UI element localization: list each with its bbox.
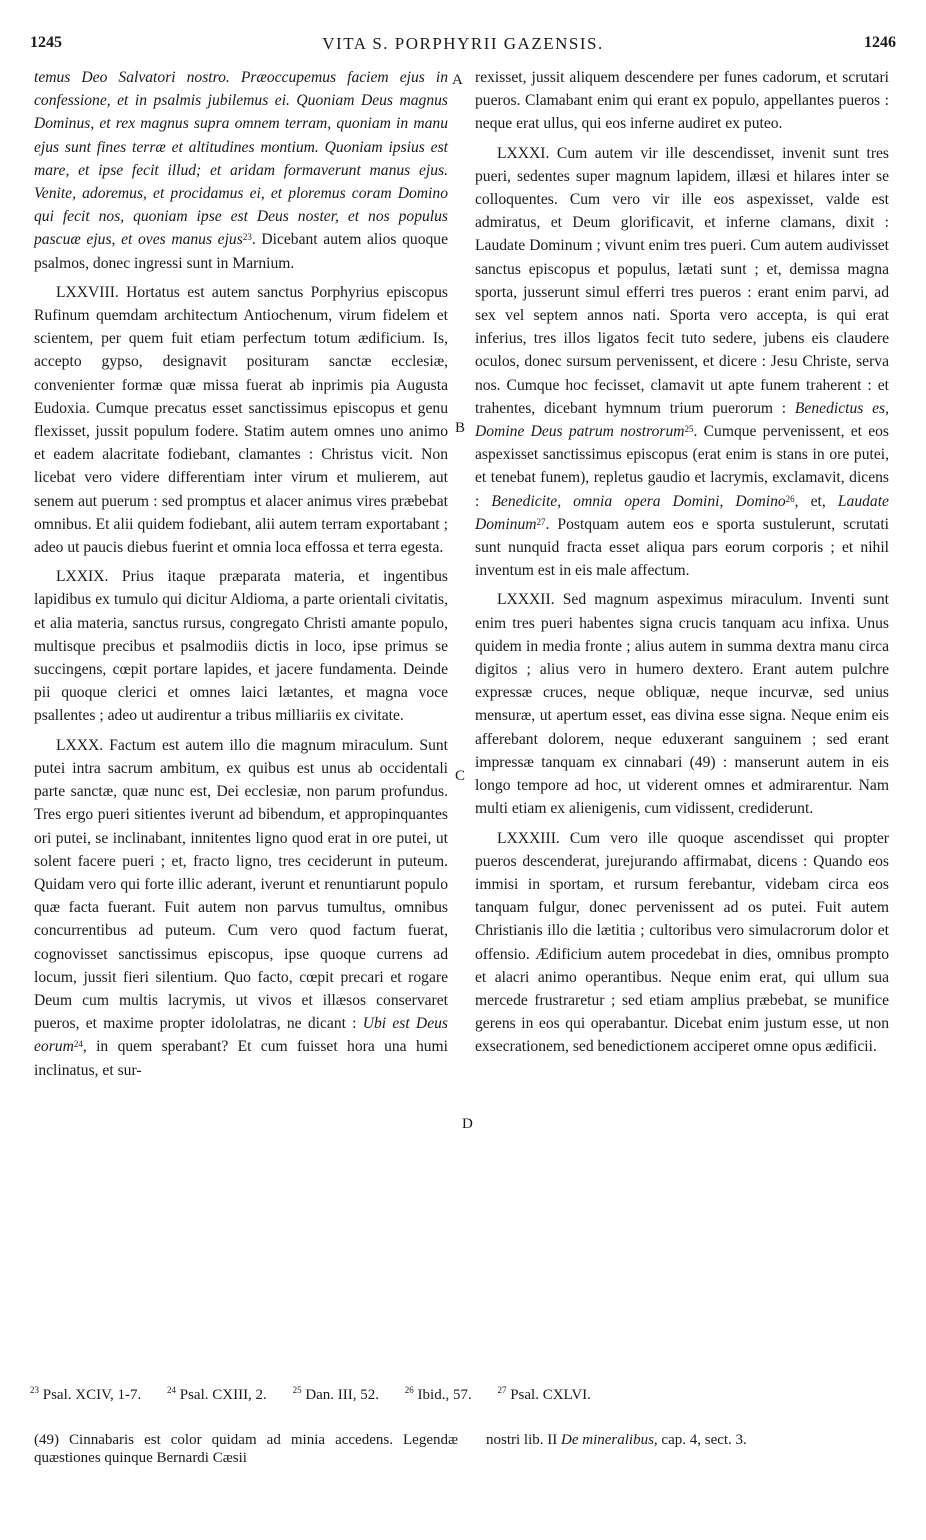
left-page-number: 1245 [30,34,62,51]
editor-note: (49) Cinnabaris est color quidam ad minia accedens. Legendæ quæstiones quinque Bernardi Cæsii [34,1432,458,1466]
footnote [405,1387,472,1404]
footnote-ref: 27 [536,516,546,527]
right-column [475,66,889,1059]
paragraph-lxxxi [475,142,889,583]
running-title: VITA S. PORPHYRII GAZENSIS. [322,34,604,53]
paragraph-text: . Postquam autem eos e sporta sustulerunt, scrutati sunt nunquid fracta esset aliqua pars eorum corporis ; et nihil inventum est in eis male affectum. [475,515,889,580]
footnote [30,1387,141,1404]
footnote-ref: 26 [785,493,795,504]
footnote-number: 25 [292,1385,302,1395]
quote: Ubi est Deus eorum [34,1015,448,1056]
paragraph-lxxxiii: LXXXIII. Cum vero ille quoque ascendisset qui propter pueros descenderat, jurejurando affirmabat, dicens : Quando eos immisi in sportam, et rursum ferebantur, videbam circa eos tanquam fulgur, donec pervenissent ad os putei. Fuit autem Christianis illo die lætitia ; cultoribus vero simulacrorum dolor et offensio. Ædificium autem procedebat in dies, omnibus prompto et alacri animo operantibus. Neque enim erat, qui ullum sua mercede frustraretur ; sed etiam amplius præbebat, se munifice gerens in eos qui operabantur. Dicebat enim justum esse, ut non exsecrationem, sed benedictionem acciperet omne opus ædificii. [475,829,889,1056]
footnote-text: Dan. III, 52. [305,1387,380,1403]
footnote-number: 23 [30,1385,39,1395]
quote: Benedicite, omnia opera Domini, Domino [491,492,786,510]
footnote [167,1387,267,1404]
footnote-ref: 24 [73,1039,83,1050]
footnote-text: Psal. CXIII, 2. [179,1387,267,1403]
book-title: De mineralibus [561,1432,654,1448]
footnote-ref: 25 [684,424,694,435]
margin-marker-a: A [452,72,463,88]
quote: Laudate Dominum [475,492,889,533]
paragraph-lxxx [34,734,448,1082]
paragraph-text: LXXXI. Cum autem vir ille descendisset, invenit sunt tres pueri, sedentes super magnum lapidem, illæsi et hilares inter se colloquentes. Cum vero vir ille eos aspexisset, valde est admiratus, et Deum glorificavit, et inferne clamans, dixit : Laudate Dominum ; vivunt enim tres pueri. Cum autem audivisset sanctus episcopus et populus, lætati sunt ; et, demissa magna sporta, jusserunt simul efferri tres pueros : erant enim parvi, ad sex vel septem annos nati. Sporta vero accepta, is qui erat inferius, tres illos ligatos fecit tuto sedere, jubens eis claudere oculos, donec sursum pervenissent, et dicere : Jesu Christe, serva nos. Cumque hoc fecisset, clamavit ut apte funem traherent : et trahentes, dicebant hymnum trium puerorum : [475,144,889,417]
margin-marker-c: C [455,768,466,784]
right-page-number: 1246 [864,34,896,51]
paragraph-text: LXXX. Factum est autem illo die magnum miraculum. Sunt putei intra sacrum ambitum, ex quibus est unus ab occidentali parte sanctæ, quæ nunc est, Dei ecclesiæ, non parum profundus. Tres ergo pueri sitientes iverunt ad bibendum, et appropinquantes ori putei, se inclinabant, innitentes ligno quod erat in ore putei, ut solent facere pueri ; et, fracto ligno, tres ceciderunt in puteum. Quidam vero qui forte illic aderant, iverunt et renuntiarunt populo quæ facta fuerant. Fuit autem non parvus tumultus, omnibus concurrentibus ad puteum. Cum vero quod factum fuerat, cognovisset sanctissimus episcopus, ipse quoque currens ad locum, jussit fieri silentium. Quo facto, cœpit precari et rogare Deum cum multis lacrymis, ut vivos et illæsos conservaret pueros, et maxime propter idololatras, ne dicant : [34,736,448,1033]
paragraph-lxxviii: LXXVIII. Hortatus est autem sanctus Porphyrius episcopus Rufinum quemdam architectum Antiochenum, virum fidelem et scientem, per quem fuit etiam perfectum totum ædificium. Is, accepto gypso, designavit posituram sanctæ ecclesiæ, convenienter formæ quæ missa fuerat ab inprimis pia Augusta Eudoxia. Cumque precatus esset sanctissimus episcopus et genu flexisset, jussit populum fodere. Statim autem omnes uno animo et eadem alacritate fodiebant, clamantes : Christus vicit. Non licebat vero videre differentiam inter virum et mulierem, aut senem aut puerum : sed promptus et alacer animus vires præbebat omnibus. Et alii quidem fodiebant, alii autem terram exportabant ; adeo ut paucis diebus fuerint et omnia loca effossa et terra egesta. [34,283,448,557]
footnote-text: Psal. XCIV, 1-7. [42,1387,142,1403]
paragraph-text: , in quem sperabant? Et cum fuisset hora una humi inclinatus, et sur- [34,1038,448,1079]
note-text: , cap. 4, sect. 3. [653,1432,747,1448]
note-text: nostri lib. II [486,1432,561,1448]
quote: Benedictus es, Domine Deus patrum nostrorum [475,399,889,441]
page-header [30,34,896,58]
paragraph-continuation: rexisset, jussit aliquem descendere per funes cadorum, et scrutari pueros. Clamabant enim qui erant ex populo, appellantes pueros : neque erat ullus, qui eos inferne audiret ex puteo. [475,69,889,133]
paragraph-text: . Dicebant autem alios quoque psalmos, donec ingressi sunt in Marnium. [34,231,449,272]
footnote-text: Psal. CXLVI. [510,1387,591,1403]
editor-note-continued [486,1431,886,1449]
footnotes [30,1387,896,1404]
footnote-text: Ibid., 57. [417,1387,472,1403]
margin-marker-d: D [462,1116,473,1132]
footnote-number: 24 [166,1385,176,1395]
footnote [497,1387,590,1404]
footnote-number: 27 [497,1385,507,1395]
footnote-ref: 23 [242,232,252,243]
footnote-number: 26 [404,1385,414,1395]
margin-marker-b: B [455,420,466,436]
footnote [293,1387,379,1404]
left-column [34,66,448,1082]
paragraph-lxxix: LXXIX. Prius itaque præparata materia, et ingentibus lapidibus ex tumulo qui dicitur Aldioma, a parte orientali civitatis, et alia materia, sanctus rursus, congregato Christi amante populo, multisque precibus et psalmodiis dictis in loco, ipse primus se succingens, cœpit portare lapides, et jacere fundamenta. Deinde pii quoque clerici et omnes laici lætantes, et magna voce psallentes ; adeo ut audirentur a tribus milliariis ex civitate. [34,568,448,725]
paragraph-text: , et, [794,492,838,510]
paragraph-lxxxii: LXXXII. Sed magnum aspeximus miraculum. Inventi sunt enim tres pueri habentes signa crucis tanquam acu infixa. Unus quidem in media fronte ; alius autem in summa dextra manu circa digitos ; alius vero in humero dextero. Erant autem pulchre expressæ cruces, neque obliquæ, neque incurvæ, sed unius mensuræ, ut apertum esset, eas divina esse signa. Neque enim eis afferebant dolorem, neque eduxerant sanguinem ; sed erant impressæ tanquam ex cinnabari (49) : manserunt autem in eis longo tempore ad hoc, ut viderent omnes et admirarentur. Nam multi etiam ex alienigenis, cum vidissent, crediderunt. [475,591,889,818]
paragraph-text: . Cumque pervenissent, et eos aspexisset sanctissimus episcopus (erat enim is stans in ore putei, et tenebat funem), repletus gaudio et lacrymis, exclamavit, dicens : [475,423,889,510]
paragraph-continuation [34,66,448,275]
psalm-quote: temus Deo Salvatori nostro. Præoccupemus faciem ejus in confessione, et in psalmis jubilemus ei. Quoniam Deus magnus Dominus, et rex magnus supra omnem terram, quoniam in manu ejus sunt fines terræ et altitudines montium. Quoniam ipsius est mare, et ipse fecit illud; et aridam formaverunt manus ejus. Venite, adoremus, et procidamus ei, et ploremus coram Domino qui fecit nos, quoniam ipse est Deus noster, et nos populus pascuæ ejus, et oves manus ejus [34,69,448,249]
